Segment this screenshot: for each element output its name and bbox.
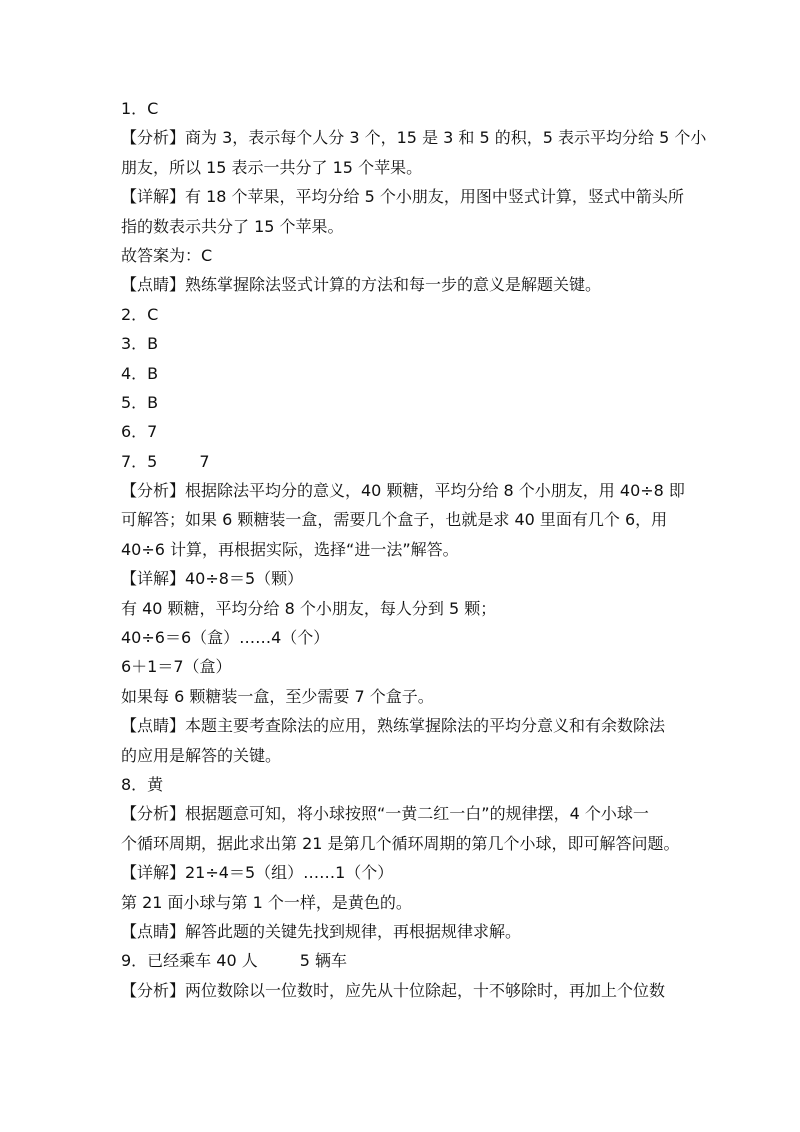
q7-detail: 【详解】40÷8＝5（颗）: [121, 569, 304, 589]
q1-detail: 【详解】有 18 个苹果，平均分给 5 个小朋友，用图中竖式计算，竖式中箭头所: [121, 187, 684, 207]
q9-answer: [121, 946, 681, 975]
q9-analysis: 【分析】两位数除以一位数时，应先从十位除起，十不够除时，再加上个位数: [121, 980, 666, 1000]
answer-content: [121, 94, 707, 1005]
q9-answer-second: 5 辆车: [299, 951, 347, 971]
q1-analysis-cont: 朋友，所以 15 表示一共分了 15 个苹果。: [121, 157, 423, 177]
q7-key-point: 【点睛】本题主要考查除法的应用，熟练掌握除法的平均分意义和有余数除法: [121, 716, 666, 736]
q1-detail-cont: 指的数表示共分了 15 个苹果。: [121, 216, 344, 236]
q3-answer: 3．B: [121, 334, 159, 354]
q7-analysis-cont2: 40÷6 计算，再根据实际，选择“进一法”解答。: [121, 539, 459, 559]
q7-detail-step1: 有 40 颗糖，平均分给 8 个小朋友，每人分到 5 颗；: [121, 598, 497, 618]
q7-analysis: 【分析】根据除法平均分的意义，40 颗糖，平均分给 8 个小朋友，用 40÷8 即: [121, 481, 685, 501]
q1-answer: 1．C: [121, 99, 159, 118]
q5-answer: 5．B: [121, 392, 159, 412]
q8-detail-cont: 第 21 面小球与第 1 个一样，是黄色的。: [121, 892, 412, 912]
q8-analysis-cont: 个循环周期，据此求出第 21 是第几个循环周期的第几个小球，即可解答问题。: [121, 833, 680, 853]
q1-conclusion: 故答案为：C: [121, 245, 213, 265]
q7-detail-conclusion: 如果每 6 颗糖装一盒，至少需要 7 个盒子。: [121, 686, 434, 706]
q8-detail: 【详解】21÷4＝5（组）……1（个）: [121, 863, 394, 883]
q6-answer: 6．7: [121, 422, 158, 442]
q7-key-point-cont: 的应用是解答的关键。: [121, 745, 282, 765]
q7-answer: [121, 447, 681, 476]
q7-analysis-cont: 可解答；如果 6 颗糖装一盒，需要几个盒子，也就是求 40 里面有几个 6，用: [121, 510, 668, 530]
q1-key-point: 【点睛】熟练掌握除法竖式计算的方法和每一步的意义是解题关键。: [121, 275, 602, 295]
q2-answer: 2．C: [121, 304, 159, 324]
q8-key-point: 【点睛】解答此题的关键先找到规律，再根据规律求解。: [121, 921, 522, 941]
q1-analysis: 【分析】商为 3，表示每个人分 3 个，15 是 3 和 5 的积，5 表示平均分给 5 个小: [121, 128, 707, 148]
q4-answer: 4．B: [121, 363, 159, 383]
q8-analysis: 【分析】根据题意可知，将小球按照“一黄二红一白”的规律摆，4 个小球一: [121, 804, 649, 824]
q9-answer-first: 9．已经乘车 40 人: [121, 951, 258, 971]
q8-answer: 8．黄: [121, 774, 164, 794]
q7-answer-first: 7．5: [121, 451, 158, 471]
q7-detail-step2: 40÷6＝6（盒）……4（个）: [121, 628, 330, 648]
q7-detail-step3: 6＋1＝7（盒）: [121, 657, 232, 677]
q7-answer-second: 7: [199, 451, 210, 471]
